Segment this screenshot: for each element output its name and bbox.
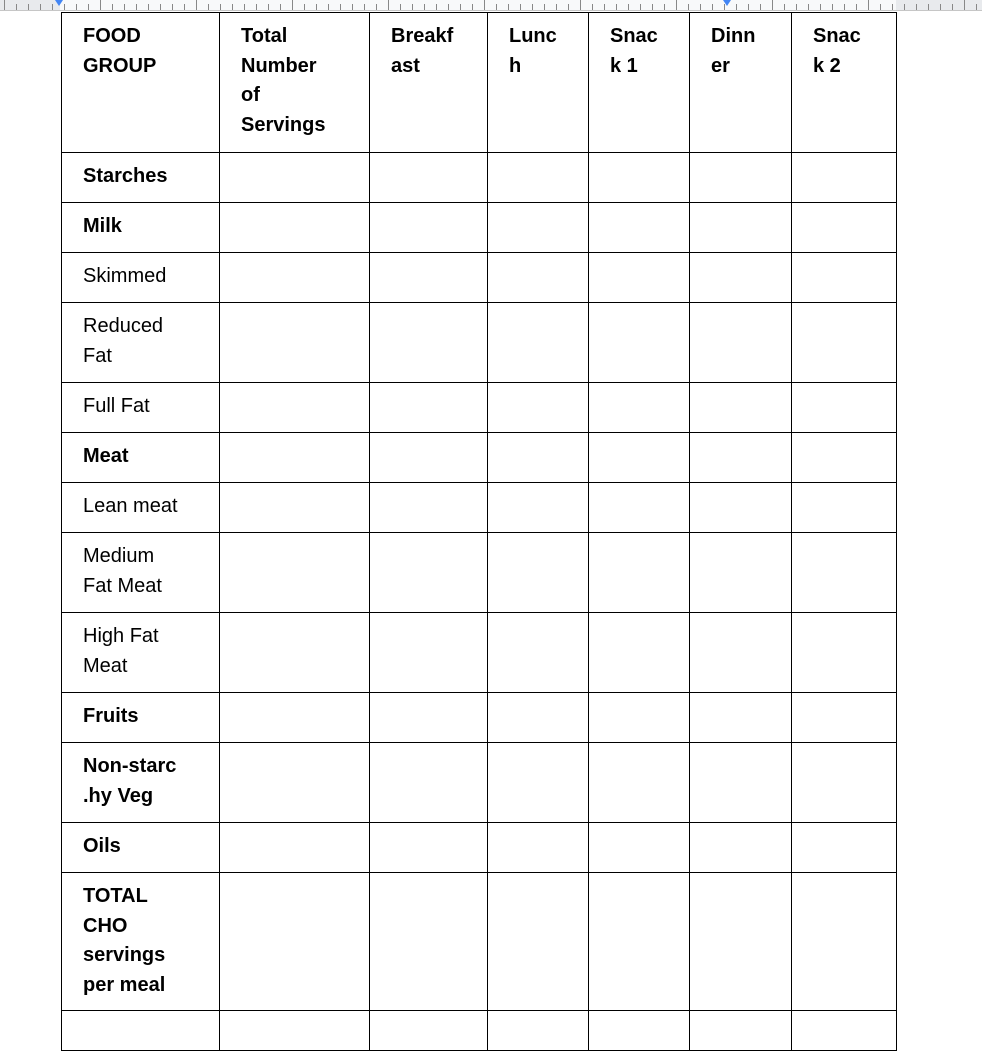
serving-cell[interactable] (370, 743, 488, 823)
food-group-label-text: Oils (83, 835, 121, 857)
table-row (62, 743, 897, 823)
ruler-tick (664, 4, 665, 10)
food-group-label-text: High Fat (83, 625, 159, 647)
column-header-text: GROUP (83, 54, 157, 77)
food-group-label (62, 253, 220, 303)
column-header-text: FOOD (83, 25, 141, 47)
serving-cell[interactable] (488, 533, 589, 613)
serving-cell[interactable] (589, 383, 690, 433)
ruler-tick (544, 4, 545, 10)
ruler-tick (736, 4, 737, 10)
food-group-label (62, 693, 220, 743)
ruler-tick (532, 4, 533, 10)
column-header-text: Dinn (711, 25, 756, 47)
food-group-label-text: Starches (83, 165, 168, 187)
serving-cell[interactable] (488, 483, 589, 533)
food-group-label (62, 303, 220, 383)
serving-cell[interactable] (220, 483, 370, 533)
ruler-tick (364, 4, 365, 10)
serving-cell[interactable] (370, 153, 488, 203)
table-row (62, 693, 897, 743)
serving-cell[interactable] (488, 153, 589, 203)
serving-cell[interactable] (370, 383, 488, 433)
ruler-tick (760, 4, 761, 10)
serving-cell[interactable] (220, 873, 370, 1011)
ruler-tick (256, 4, 257, 10)
ruler-tick (436, 4, 437, 10)
serving-cell[interactable] (792, 203, 897, 253)
ruler-tick (832, 4, 833, 10)
column-header-text: Total (241, 25, 288, 47)
serving-cell[interactable] (370, 483, 488, 533)
serving-cell[interactable] (792, 303, 897, 383)
column-header (792, 13, 897, 153)
ruler-tick (484, 0, 485, 10)
serving-cell[interactable] (589, 613, 690, 693)
ruler-tick (76, 4, 77, 10)
ruler-tick (652, 4, 653, 10)
serving-cell[interactable] (792, 873, 897, 1011)
ruler-tick (388, 0, 389, 10)
serving-cell[interactable] (488, 303, 589, 383)
serving-cell[interactable] (792, 533, 897, 613)
ruler-tick (172, 4, 173, 10)
food-group-label (62, 483, 220, 533)
serving-cell[interactable] (792, 613, 897, 693)
serving-cell[interactable] (370, 823, 488, 873)
ruler-tick (880, 4, 881, 10)
serving-cell[interactable] (370, 693, 488, 743)
food-group-label-text: Skimmed (83, 265, 167, 287)
column-header-text: Snac (610, 25, 658, 47)
serving-cell[interactable] (220, 1011, 370, 1051)
serving-cell[interactable] (792, 433, 897, 483)
serving-cell[interactable] (589, 1011, 690, 1051)
table-row (62, 253, 897, 303)
ruler-tick (700, 4, 701, 10)
serving-cell[interactable] (589, 483, 690, 533)
ruler-tick (604, 4, 605, 10)
food-group-label-text: Milk (83, 215, 122, 237)
ruler-tick (244, 4, 245, 10)
ruler-tick (424, 4, 425, 10)
serving-cell[interactable] (690, 253, 792, 303)
food-group-label (62, 823, 220, 873)
ruler-tick (232, 4, 233, 10)
serving-cell[interactable] (690, 693, 792, 743)
ruler-tick (856, 4, 857, 10)
serving-cell[interactable] (690, 613, 792, 693)
table-row (62, 483, 897, 533)
food-group-label-text: Non-starc (83, 755, 177, 777)
column-header (589, 13, 690, 153)
ruler-tick (892, 4, 893, 10)
ruler-tick (160, 4, 161, 10)
food-group-label-text: Reduced (83, 315, 164, 337)
ruler-tick (304, 4, 305, 10)
column-header-text: Servings (241, 113, 326, 136)
food-group-label-text: Full Fat (83, 395, 150, 417)
food-group-label (62, 1011, 220, 1051)
serving-cell[interactable] (220, 823, 370, 873)
ruler-tick (460, 4, 461, 10)
column-header-text: ast (391, 54, 420, 77)
food-group-label-text: Fruits (83, 705, 139, 727)
table-row (62, 873, 897, 1011)
table-row (62, 153, 897, 203)
serving-cell[interactable] (792, 483, 897, 533)
ruler-tick (508, 4, 509, 10)
serving-cell[interactable] (488, 693, 589, 743)
serving-cell[interactable] (488, 383, 589, 433)
ruler-tick (772, 0, 773, 10)
serving-cell[interactable] (370, 303, 488, 383)
serving-cell[interactable] (220, 203, 370, 253)
food-group-label (62, 873, 220, 1011)
serving-cell[interactable] (370, 203, 488, 253)
serving-cell[interactable] (792, 253, 897, 303)
serving-cell[interactable] (690, 1011, 792, 1051)
ruler-tick (400, 4, 401, 10)
serving-cell[interactable] (370, 533, 488, 613)
food-group-label-text: Meat (83, 445, 129, 467)
column-header (690, 13, 792, 153)
serving-cell[interactable] (220, 533, 370, 613)
column-header (220, 13, 370, 153)
food-group-label (62, 383, 220, 433)
column-header-text: Number (241, 54, 317, 77)
serving-cell[interactable] (220, 743, 370, 823)
serving-cell[interactable] (370, 613, 488, 693)
ruler-tick (592, 4, 593, 10)
serving-cell[interactable] (690, 433, 792, 483)
ruler-tick (688, 4, 689, 10)
serving-cell[interactable] (370, 253, 488, 303)
ruler-left-margin (0, 0, 60, 10)
table-row (62, 533, 897, 613)
table-row (62, 203, 897, 253)
ruler-tick (340, 4, 341, 10)
ruler-tick (496, 4, 497, 10)
serving-cell[interactable] (589, 743, 690, 823)
food-group-label-text: Meat (83, 654, 128, 677)
food-group-label (62, 743, 220, 823)
serving-cell[interactable] (488, 823, 589, 873)
ruler-tick (28, 4, 29, 10)
ruler-tick (328, 4, 329, 10)
ruler-tick (220, 4, 221, 10)
ruler-tick (148, 4, 149, 10)
right-indent-marker[interactable] (721, 0, 733, 6)
ruler-tick (964, 0, 965, 10)
serving-cell[interactable] (690, 533, 792, 613)
serving-cell[interactable] (690, 873, 792, 1011)
ruler-tick (268, 4, 269, 10)
table-row (62, 823, 897, 873)
serving-cell[interactable] (220, 303, 370, 383)
ruler-tick (916, 4, 917, 10)
food-group-label-text: Medium (83, 545, 155, 567)
serving-cell[interactable] (220, 433, 370, 483)
serving-cell[interactable] (488, 743, 589, 823)
ruler-tick (412, 4, 413, 10)
ruler-tick (316, 4, 317, 10)
serving-cell[interactable] (690, 483, 792, 533)
serving-cell[interactable] (589, 303, 690, 383)
serving-cell[interactable] (690, 823, 792, 873)
serving-cell[interactable] (220, 253, 370, 303)
table-row (62, 433, 897, 483)
ruler-tick (124, 4, 125, 10)
serving-cell[interactable] (370, 1011, 488, 1051)
ruler-tick (904, 4, 905, 10)
ruler-tick (976, 4, 977, 10)
ruler-tick (376, 4, 377, 10)
serving-cell[interactable] (589, 823, 690, 873)
serving-cell[interactable] (589, 533, 690, 613)
food-group-label-text: Fat (83, 344, 112, 367)
ruler-tick (712, 4, 713, 10)
table-row (62, 383, 897, 433)
horizontal-ruler[interactable] (0, 0, 982, 11)
ruler-tick (808, 4, 809, 10)
ruler-tick (520, 4, 521, 10)
food-group-label-text: .hy Veg (83, 784, 154, 807)
ruler-tick (184, 4, 185, 10)
ruler-tick (628, 4, 629, 10)
serving-cell[interactable] (488, 613, 589, 693)
serving-cell[interactable] (589, 153, 690, 203)
column-header (62, 13, 220, 153)
serving-cell[interactable] (589, 873, 690, 1011)
food-group-label (62, 203, 220, 253)
ruler-tick (640, 4, 641, 10)
food-group-label-text: Lean meat (83, 495, 178, 517)
serving-cell[interactable] (690, 153, 792, 203)
ruler-tick (796, 4, 797, 10)
column-header-text: er (711, 54, 730, 77)
serving-cell[interactable] (589, 693, 690, 743)
ruler-tick (16, 4, 17, 10)
left-indent-marker[interactable] (53, 0, 65, 6)
serving-cell[interactable] (589, 203, 690, 253)
column-header (488, 13, 589, 153)
food-group-label (62, 433, 220, 483)
food-group-label (62, 533, 220, 613)
food-servings-table (61, 12, 897, 1051)
serving-cell[interactable] (792, 693, 897, 743)
column-header-text: k 1 (610, 54, 638, 77)
ruler-right-margin (896, 0, 982, 10)
table-row (62, 1011, 897, 1051)
ruler-tick (352, 4, 353, 10)
column-header-text: Breakf (391, 25, 454, 47)
serving-cell[interactable] (690, 303, 792, 383)
ruler-tick (784, 4, 785, 10)
table-header-row (62, 13, 897, 153)
ruler-tick (208, 4, 209, 10)
serving-cell[interactable] (792, 743, 897, 823)
ruler-tick (952, 4, 953, 10)
serving-cell[interactable] (488, 203, 589, 253)
food-group-label-text: per meal (83, 973, 166, 996)
ruler-tick (280, 4, 281, 10)
serving-cell[interactable] (792, 383, 897, 433)
food-group-label-text: Fat Meat (83, 574, 162, 597)
ruler-tick (196, 0, 197, 10)
table-row (62, 613, 897, 693)
ruler-tick (868, 0, 869, 10)
food-group-label (62, 613, 220, 693)
ruler-tick (556, 4, 557, 10)
ruler-tick (568, 4, 569, 10)
food-group-label-text: CHO (83, 914, 128, 937)
column-header-text: Lunc (509, 25, 557, 47)
serving-cell[interactable] (220, 153, 370, 203)
column-header-text: h (509, 54, 522, 77)
serving-cell[interactable] (488, 1011, 589, 1051)
column-header-text: Snac (813, 25, 861, 47)
ruler-tick (940, 4, 941, 10)
serving-cell[interactable] (220, 383, 370, 433)
serving-cell[interactable] (488, 253, 589, 303)
ruler-tick (448, 4, 449, 10)
serving-cell[interactable] (220, 693, 370, 743)
column-header (370, 13, 488, 153)
ruler-tick (292, 0, 293, 10)
ruler-tick (4, 0, 5, 10)
ruler-tick (616, 4, 617, 10)
ruler-tick (928, 4, 929, 10)
ruler-tick (844, 4, 845, 10)
ruler-tick (580, 0, 581, 10)
column-header-text: k 2 (813, 54, 841, 77)
ruler-tick (748, 4, 749, 10)
table-row (62, 303, 897, 383)
food-group-label-text: servings (83, 944, 166, 966)
ruler-tick (136, 4, 137, 10)
serving-cell[interactable] (220, 613, 370, 693)
serving-cell[interactable] (792, 153, 897, 203)
column-header-text: of (241, 84, 260, 106)
ruler-tick (112, 4, 113, 10)
serving-cell[interactable] (792, 1011, 897, 1051)
ruler-tick (820, 4, 821, 10)
food-group-label (62, 153, 220, 203)
serving-cell[interactable] (488, 433, 589, 483)
serving-cell[interactable] (690, 743, 792, 823)
serving-cell[interactable] (589, 253, 690, 303)
ruler-tick (676, 0, 677, 10)
serving-cell[interactable] (589, 433, 690, 483)
ruler-tick (88, 4, 89, 10)
ruler-tick (472, 4, 473, 10)
ruler-tick (100, 0, 101, 10)
ruler-tick (40, 4, 41, 10)
serving-cell[interactable] (792, 823, 897, 873)
serving-cell[interactable] (370, 433, 488, 483)
serving-cell[interactable] (690, 383, 792, 433)
serving-cell[interactable] (488, 873, 589, 1011)
serving-cell[interactable] (690, 203, 792, 253)
food-group-label-text: TOTAL (83, 885, 148, 907)
serving-cell[interactable] (370, 873, 488, 1011)
